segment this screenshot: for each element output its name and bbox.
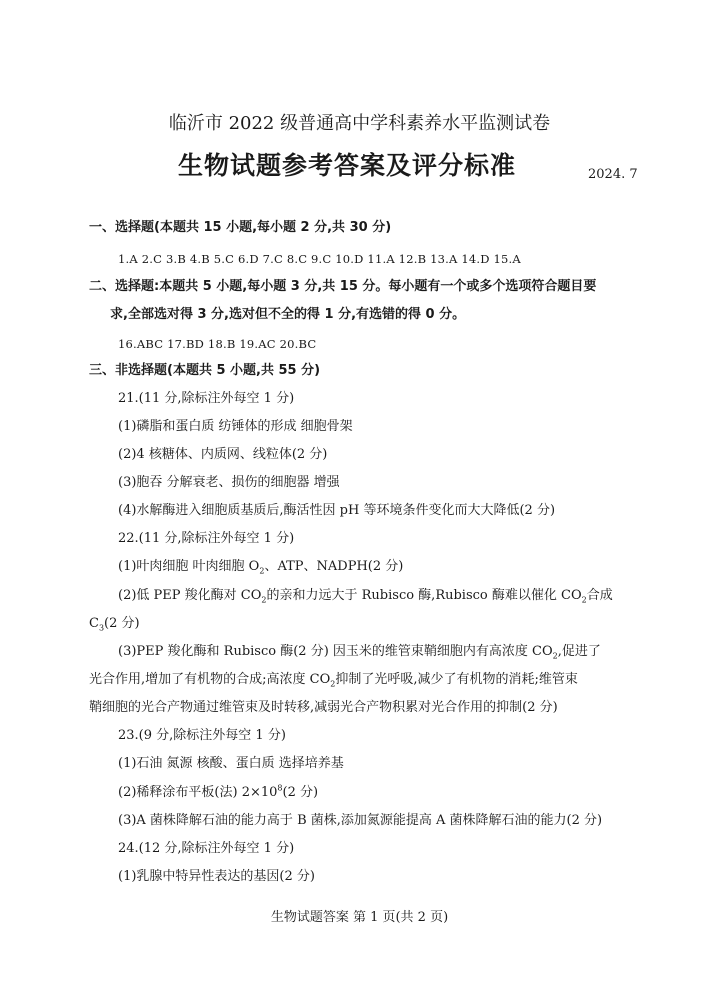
section2-answers: 16.ABC 17.BD 18.B 19.AC 20.BC	[118, 337, 317, 351]
q22-answer-3-line1	[118, 643, 601, 661]
subscript: 2	[552, 651, 558, 661]
section3-heading: 三、非选择题(本题共 5 小题,共 55 分)	[89, 363, 321, 378]
q21-answer-2: (2)4 核糖体、内质网、线粒体(2 分)	[118, 447, 328, 462]
text-run: (2)稀释涂布平板(法) 2×10	[118, 785, 278, 800]
text-run: 抑制了光呼吸,减少了有机物的消耗;维管束	[335, 672, 578, 687]
text-run: (2)低 PEP 羧化酶对 CO	[118, 588, 262, 603]
subscript: 3	[98, 623, 105, 633]
exam-date: 2024. 7	[588, 167, 638, 182]
q22-answer-1	[118, 558, 403, 576]
subscript: 2	[330, 679, 336, 689]
text-run: C	[89, 616, 99, 631]
q22-answer-3-line3: 鞘细胞的光合产物通过维管束及时转移,减弱光合产物积累对光合作用的抑制(2 分)	[89, 700, 558, 715]
text-run: 、ATP、NADPH(2 分)	[264, 559, 404, 574]
section2-heading-line2: 求,全部选对得 3 分,选对但不全的得 1 分,有选错的得 0 分。	[110, 307, 466, 322]
text-run: 的亲和力远大于 Rubisco 酶,Rubisco 酶难以催化 CO	[266, 588, 582, 603]
text-run: (2 分)	[104, 616, 140, 631]
subscript: 2	[581, 595, 587, 605]
q24-head: 24.(12 分,除标注外每空 1 分)	[118, 841, 295, 856]
q22-head: 22.(11 分,除标注外每空 1 分)	[118, 531, 295, 546]
q23-answer-2	[118, 784, 318, 802]
subscript: 2	[261, 595, 267, 605]
page-title: 生物试题参考答案及评分标准	[178, 151, 517, 180]
q22-answer-3-line2	[89, 671, 578, 689]
q21-answer-3: (3)胞吞 分解衰老、损伤的细胞器 增强	[118, 475, 340, 490]
q21-answer-4: (4)水解酶进入细胞质基质后,酶活性因 pH 等环境条件变化而大大降低(2 分)	[118, 503, 556, 518]
q21-head: 21.(11 分,除标注外每空 1 分)	[118, 391, 295, 406]
q23-answer-3: (3)A 菌株降解石油的能力高于 B 菌株,添加氮源能提高 A 菌株降解石油的能力(2 分)	[118, 813, 603, 828]
text-run: (3)PEP 羧化酶和 Rubisco 酶(2 分) 因玉米的维管束鞘细胞内有高浓度 CO	[118, 644, 553, 659]
q22-answer-2-line2	[89, 615, 140, 633]
page-footer: 生物试题答案 第 1 页(共 2 页)	[270, 910, 449, 925]
text-run: (2 分)	[282, 785, 319, 800]
superscript: 8	[277, 783, 283, 793]
q23-answer-1: (1)石油 氮源 核酸、蛋白质 选择培养基	[118, 756, 344, 771]
text-run: 合成	[586, 588, 613, 603]
exam-subtitle: 临沂市 2022 级普通高中学科素养水平监测试卷	[168, 113, 551, 134]
section1-heading: 一、选择题(本题共 15 小题,每小题 2 分,共 30 分)	[89, 220, 392, 235]
q21-answer-1: (1)磷脂和蛋白质 纺锤体的形成 细胞骨架	[118, 419, 353, 434]
subscript: 2	[259, 566, 265, 576]
q22-answer-2-line1	[118, 587, 613, 605]
q23-head: 23.(9 分,除标注外每空 1 分)	[118, 728, 286, 743]
text-run: ,促进了	[557, 644, 601, 659]
q24-answer-1: (1)乳腺中特异性表达的基因(2 分)	[118, 869, 315, 884]
text-run: (1)叶肉细胞 叶肉细胞 O	[118, 559, 260, 574]
text-run: 光合作用,增加了有机物的合成;高浓度 CO	[89, 672, 331, 687]
section2-heading-line1: 二、选择题:本题共 5 小题,每小题 3 分,共 15 分。每小题有一个或多个选项符合题目要	[89, 279, 597, 294]
section1-answers: 1.A 2.C 3.B 4.B 5.C 6.D 7.C 8.C 9.C 10.D 11.A 12.B 13.A 14.D 15.A	[118, 252, 521, 266]
